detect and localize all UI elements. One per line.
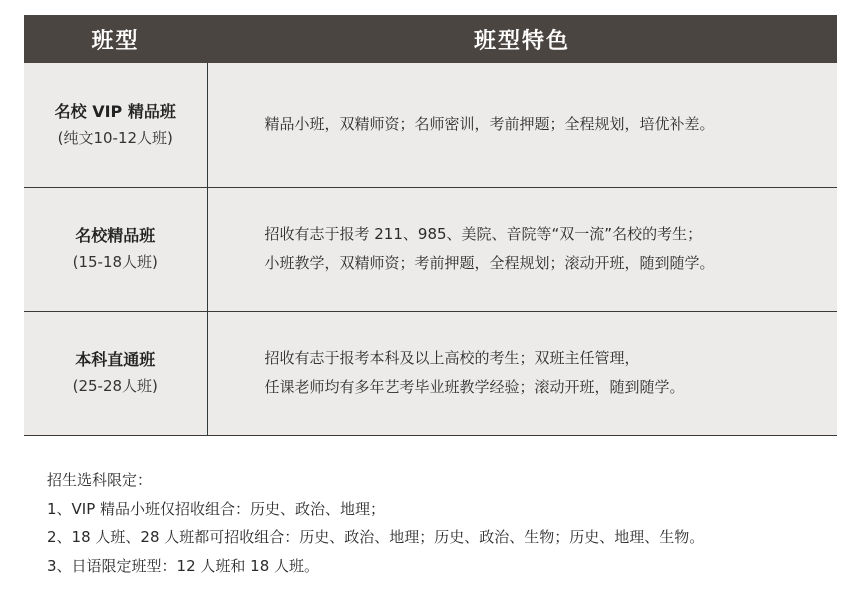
class-type-table xyxy=(24,15,837,436)
class-size: (25-28人班) xyxy=(72,377,158,395)
class-name: 名校 VIP 精品班 xyxy=(54,101,176,121)
class-features-cell xyxy=(207,311,837,435)
class-name-cell xyxy=(24,311,207,435)
table-row xyxy=(24,311,837,435)
table-row xyxy=(24,63,837,187)
feature-line: 任课老师均有多年艺考毕业班教学经验；滚动开班，随到随学。 xyxy=(264,378,685,396)
header-class-features: 班型特色 xyxy=(207,15,837,63)
class-name: 名校精品班 xyxy=(75,226,156,245)
feature-line: 小班教学，双精师资；考前押题，全程规划；滚动开班，随到随学。 xyxy=(264,254,715,272)
class-features-cell xyxy=(207,187,837,311)
feature-line: 精品小班，双精师资；名师密训，考前押题；全程规划，培优补差。 xyxy=(264,115,715,134)
header-class-type: 班型 xyxy=(24,15,207,63)
class-name-cell xyxy=(24,187,207,311)
note-item: 2、18 人班、28 人班都可招收组合：历史、政治、地理；历史、政治、生物；历史、地理、生物。 xyxy=(47,528,705,546)
class-name-cell xyxy=(24,63,207,187)
feature-line: 招收有志于报考 211、985、美院、音院等“双一流”名校的考生； xyxy=(264,225,703,243)
enrollment-notes xyxy=(47,466,704,580)
table-header-row xyxy=(24,15,837,63)
note-item: 3、日语限定班型：12 人班和 18 人班。 xyxy=(47,556,320,575)
class-size: (纯文10-12人班) xyxy=(57,128,173,147)
class-size: (15-18人班) xyxy=(72,253,158,271)
class-features-cell xyxy=(207,63,837,187)
notes-title: 招生选科限定： xyxy=(47,471,153,489)
note-item: 1、VIP 精品小班仅招收组合：历史、政治、地理； xyxy=(47,499,386,518)
class-name: 本科直通班 xyxy=(75,350,156,369)
feature-line: 招收有志于报考本科及以上高校的考生；双班主任管理， xyxy=(264,349,640,367)
table-row xyxy=(24,187,837,311)
